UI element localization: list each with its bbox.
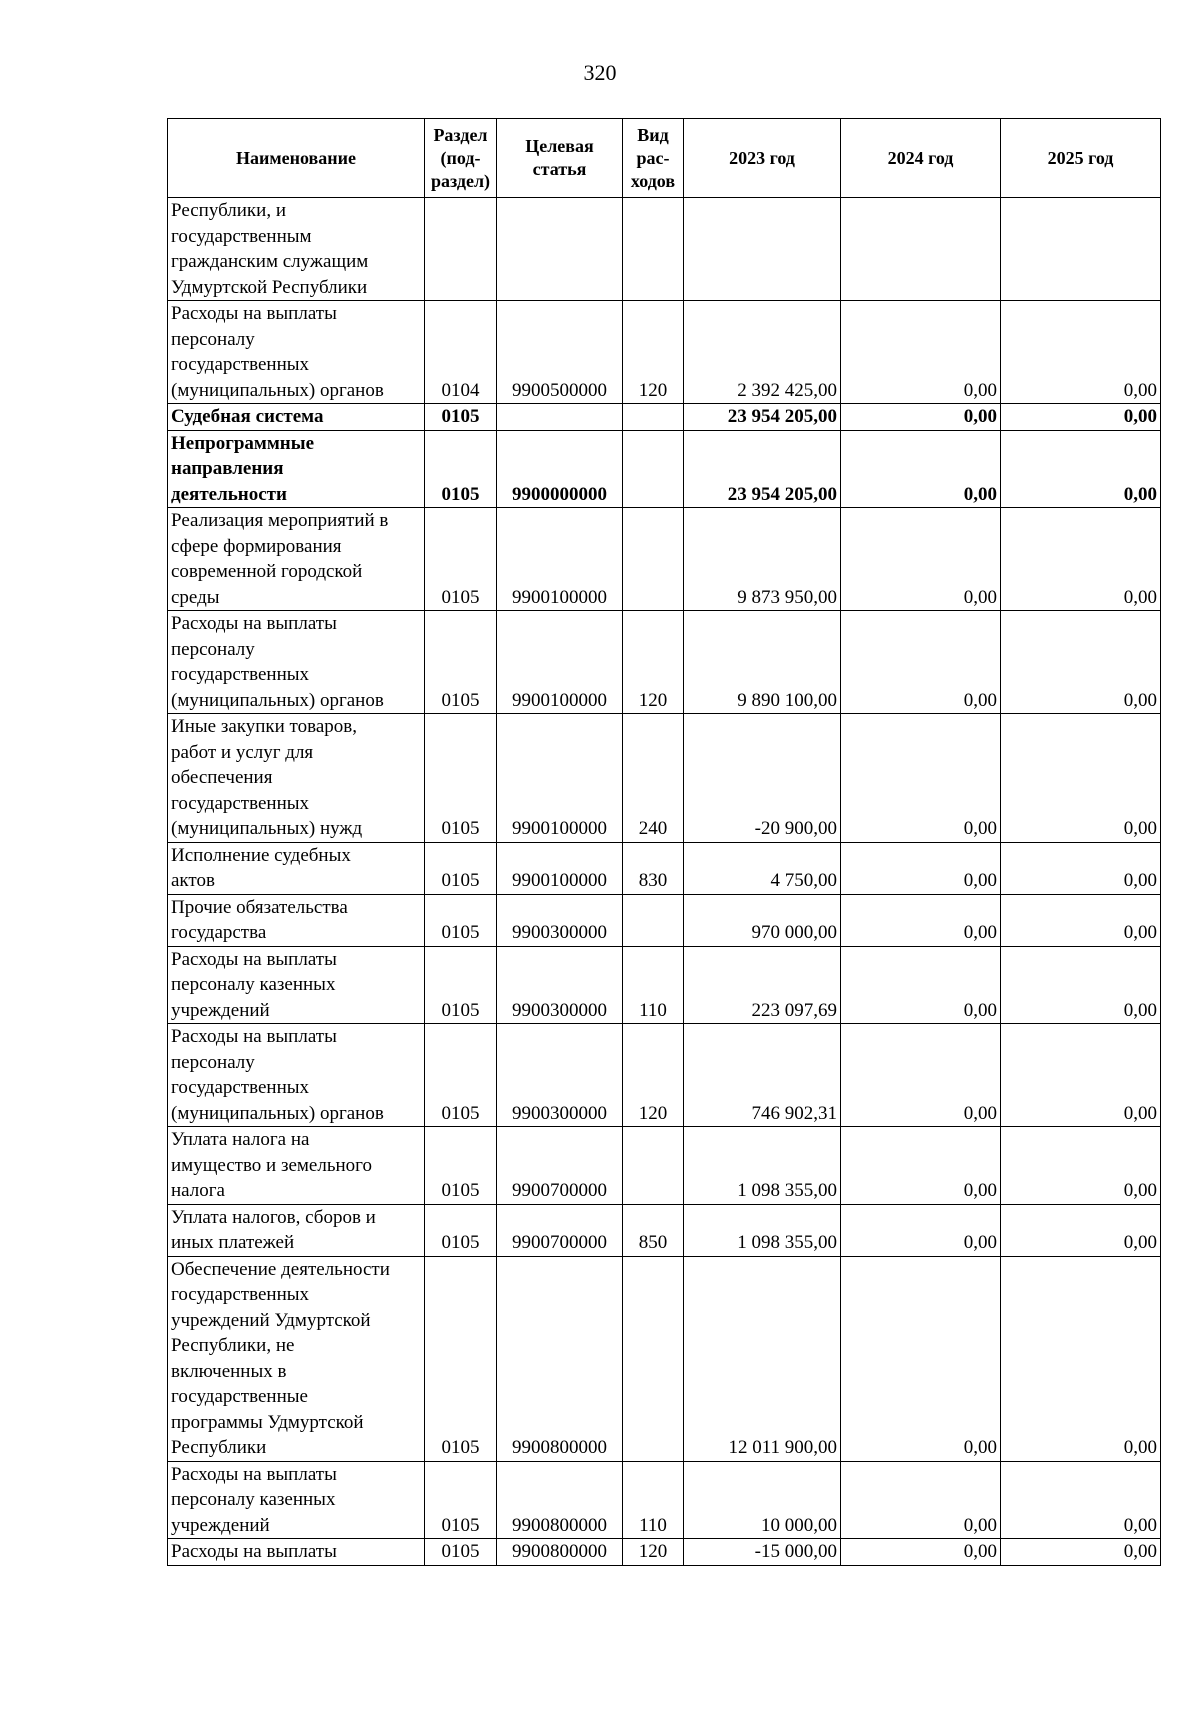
cell-2023: 4 750,00 [684, 842, 841, 894]
table-row [168, 1256, 1161, 1461]
cell-2024: 0,00 [841, 301, 1001, 404]
cell-type [623, 430, 684, 508]
header-article: Целевая статья [497, 119, 623, 198]
table-row [168, 1024, 1161, 1127]
cell-2024: 0,00 [841, 1204, 1001, 1256]
cell-section: 0105 [425, 611, 497, 714]
cell-name: Прочие обязательства государства [168, 894, 425, 946]
cell-type [623, 198, 684, 301]
cell-2025: 0,00 [1001, 301, 1161, 404]
cell-2025: 0,00 [1001, 1539, 1161, 1566]
cell-2023: 12 011 900,00 [684, 1256, 841, 1461]
cell-2024: 0,00 [841, 430, 1001, 508]
cell-article: 9900100000 [497, 842, 623, 894]
cell-name: Расходы на выплаты персоналу государственных (муниципальных) органов [168, 611, 425, 714]
cell-type [623, 1127, 684, 1205]
cell-type [623, 404, 684, 431]
cell-article [497, 404, 623, 431]
cell-section: 0105 [425, 1461, 497, 1539]
cell-2023: 23 954 205,00 [684, 404, 841, 431]
cell-article: 9900500000 [497, 301, 623, 404]
cell-2023: 10 000,00 [684, 1461, 841, 1539]
cell-2025: 0,00 [1001, 894, 1161, 946]
cell-2023: 9 890 100,00 [684, 611, 841, 714]
cell-2025: 0,00 [1001, 1256, 1161, 1461]
cell-2025: 0,00 [1001, 1024, 1161, 1127]
cell-2025: 0,00 [1001, 1461, 1161, 1539]
table-row [168, 611, 1161, 714]
cell-section: 0105 [425, 1256, 497, 1461]
table-row [168, 714, 1161, 843]
cell-article: 9900100000 [497, 611, 623, 714]
cell-2024: 0,00 [841, 1539, 1001, 1566]
cell-name: Судебная система [168, 404, 425, 431]
table-row [168, 508, 1161, 611]
cell-name: Иные закупки товаров, работ и услуг для обеспечения государственных (муниципальных) нужд [168, 714, 425, 843]
cell-2023: 9 873 950,00 [684, 508, 841, 611]
cell-name: Непрограммные направления деятельности [168, 430, 425, 508]
cell-section: 0105 [425, 1539, 497, 1566]
cell-article: 9900800000 [497, 1256, 623, 1461]
cell-2023: -20 900,00 [684, 714, 841, 843]
cell-section [425, 198, 497, 301]
cell-type: 120 [623, 1024, 684, 1127]
table-row [168, 1461, 1161, 1539]
budget-table [167, 118, 1161, 1566]
cell-2025 [1001, 198, 1161, 301]
header-2023: 2023 год [684, 119, 841, 198]
cell-2024: 0,00 [841, 842, 1001, 894]
table-row [168, 301, 1161, 404]
cell-2023: 746 902,31 [684, 1024, 841, 1127]
header-section: Раздел (под-раздел) [425, 119, 497, 198]
cell-2023 [684, 198, 841, 301]
header-2024: 2024 год [841, 119, 1001, 198]
header-type: Вид рас-ходов [623, 119, 684, 198]
cell-2023: 1 098 355,00 [684, 1127, 841, 1205]
cell-name: Расходы на выплаты персоналу государственных (муниципальных) органов [168, 301, 425, 404]
cell-2025: 0,00 [1001, 1204, 1161, 1256]
cell-type: 830 [623, 842, 684, 894]
table-row [168, 894, 1161, 946]
cell-section: 0105 [425, 842, 497, 894]
cell-section: 0105 [425, 894, 497, 946]
cell-2024: 0,00 [841, 1024, 1001, 1127]
cell-type: 850 [623, 1204, 684, 1256]
cell-section: 0105 [425, 1024, 497, 1127]
cell-2024 [841, 198, 1001, 301]
cell-section: 0105 [425, 508, 497, 611]
table-row [168, 946, 1161, 1024]
cell-name: Расходы на выплаты персоналу казенных учреждений [168, 1461, 425, 1539]
cell-section: 0105 [425, 946, 497, 1024]
cell-article [497, 198, 623, 301]
cell-2025: 0,00 [1001, 1127, 1161, 1205]
cell-article: 9900100000 [497, 714, 623, 843]
cell-2024: 0,00 [841, 1256, 1001, 1461]
table-row [168, 1204, 1161, 1256]
cell-2023: 223 097,69 [684, 946, 841, 1024]
table-row [168, 198, 1161, 301]
cell-2024: 0,00 [841, 1461, 1001, 1539]
cell-section: 0105 [425, 1204, 497, 1256]
cell-article: 9900100000 [497, 508, 623, 611]
page-number: 320 [583, 60, 617, 85]
cell-2025: 0,00 [1001, 946, 1161, 1024]
cell-name: Уплата налога на имущество и земельного налога [168, 1127, 425, 1205]
cell-article: 9900300000 [497, 894, 623, 946]
cell-2024: 0,00 [841, 1127, 1001, 1205]
cell-2024: 0,00 [841, 946, 1001, 1024]
cell-name: Реализация мероприятий в сфере формирования современной городской среды [168, 508, 425, 611]
cell-type [623, 894, 684, 946]
cell-section: 0104 [425, 301, 497, 404]
cell-article: 9900000000 [497, 430, 623, 508]
table-body [168, 198, 1161, 1566]
cell-type: 120 [623, 611, 684, 714]
cell-2025: 0,00 [1001, 404, 1161, 431]
cell-2025: 0,00 [1001, 611, 1161, 714]
cell-name: Обеспечение деятельности государственных учреждений Удмуртской Республики, не включенных в государственные программы Удмуртской Республики [168, 1256, 425, 1461]
table-row [168, 430, 1161, 508]
cell-2023: 2 392 425,00 [684, 301, 841, 404]
cell-2024: 0,00 [841, 508, 1001, 611]
cell-2023: -15 000,00 [684, 1539, 841, 1566]
table-row [168, 1539, 1161, 1566]
cell-type [623, 1256, 684, 1461]
cell-type: 240 [623, 714, 684, 843]
cell-article: 9900700000 [497, 1204, 623, 1256]
cell-section: 0105 [425, 714, 497, 843]
table-row [168, 1127, 1161, 1205]
cell-article: 9900800000 [497, 1461, 623, 1539]
cell-name: Расходы на выплаты персоналу государственных (муниципальных) органов [168, 1024, 425, 1127]
cell-name: Расходы на выплаты [168, 1539, 425, 1566]
cell-2024: 0,00 [841, 611, 1001, 714]
cell-2025: 0,00 [1001, 508, 1161, 611]
header-2025: 2025 год [1001, 119, 1161, 198]
cell-2025: 0,00 [1001, 842, 1161, 894]
cell-name: Исполнение судебных актов [168, 842, 425, 894]
cell-2023: 23 954 205,00 [684, 430, 841, 508]
cell-2023: 970 000,00 [684, 894, 841, 946]
cell-type: 120 [623, 1539, 684, 1566]
cell-article: 9900300000 [497, 1024, 623, 1127]
cell-2025: 0,00 [1001, 714, 1161, 843]
cell-2024: 0,00 [841, 404, 1001, 431]
cell-type: 110 [623, 946, 684, 1024]
table-row [168, 842, 1161, 894]
cell-section: 0105 [425, 404, 497, 431]
cell-2024: 0,00 [841, 894, 1001, 946]
cell-2024: 0,00 [841, 714, 1001, 843]
cell-article: 9900800000 [497, 1539, 623, 1566]
cell-type [623, 508, 684, 611]
cell-2025: 0,00 [1001, 430, 1161, 508]
cell-name: Расходы на выплаты персоналу казенных учреждений [168, 946, 425, 1024]
cell-article: 9900700000 [497, 1127, 623, 1205]
table-row [168, 404, 1161, 431]
cell-2023: 1 098 355,00 [684, 1204, 841, 1256]
header-row [168, 119, 1161, 198]
cell-name: Республики, и государственным гражданским служащим Удмуртской Республики [168, 198, 425, 301]
cell-section: 0105 [425, 430, 497, 508]
cell-type: 120 [623, 301, 684, 404]
cell-article: 9900300000 [497, 946, 623, 1024]
cell-name: Уплата налогов, сборов и иных платежей [168, 1204, 425, 1256]
cell-section: 0105 [425, 1127, 497, 1205]
header-name: Наименование [168, 119, 425, 198]
cell-type: 110 [623, 1461, 684, 1539]
